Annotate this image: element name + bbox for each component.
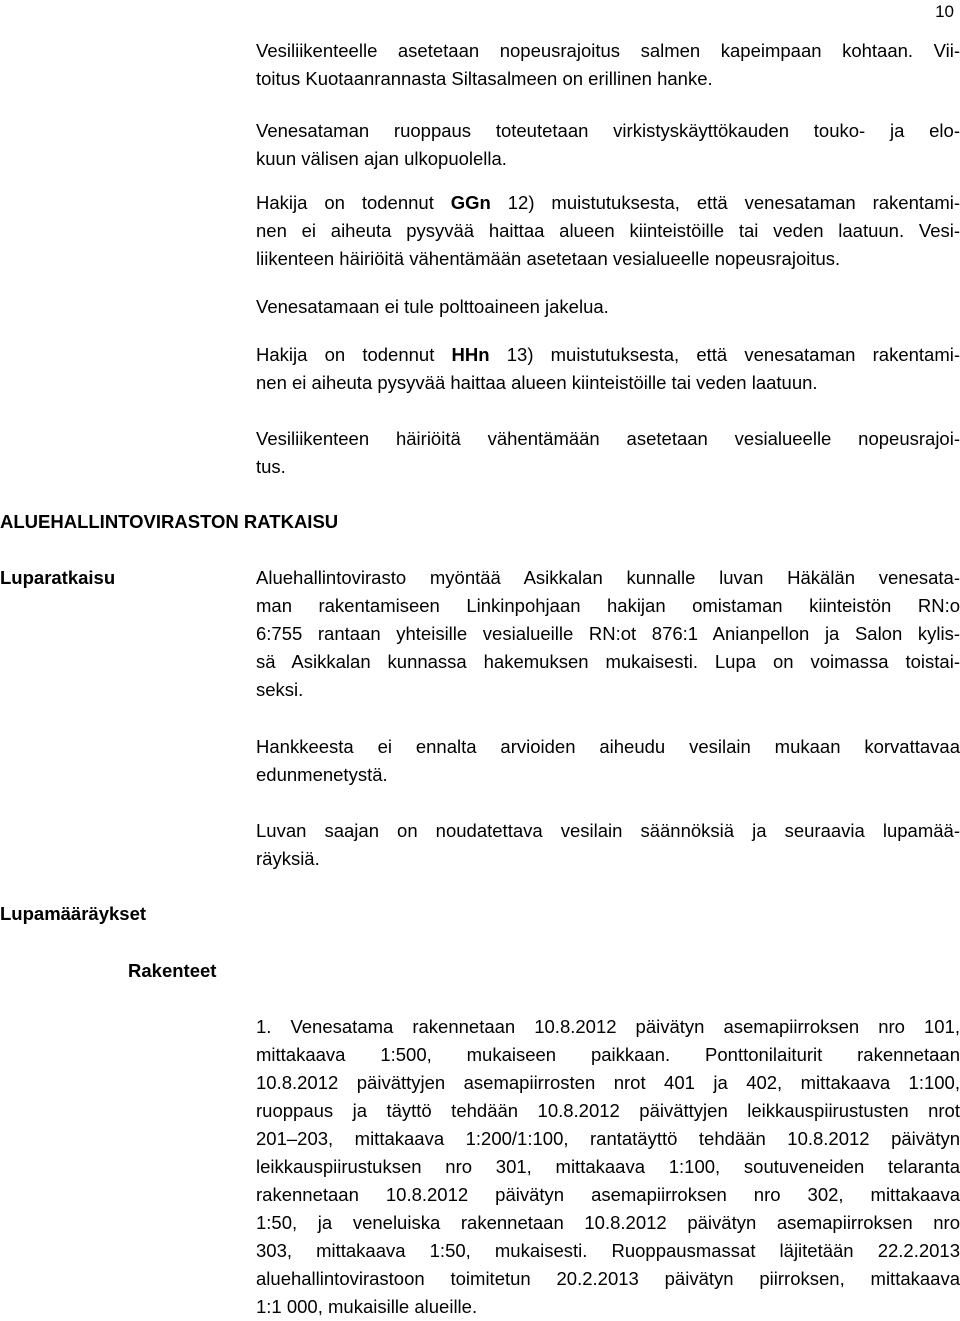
- item1-line8: 1:50, ja veneluiska rakennetaan 10.8.2012 päivätyn asemapiirroksen nro: [256, 1212, 960, 1233]
- intro-p1-line1: Vesiliikenteelle asetetaan nopeusrajoitus salmen kapeimpaan kohtaan. Vii-: [256, 40, 960, 61]
- luparatkaisu-p2-line1: Hankkeesta ei ennalta arvioiden aiheudu vesilain mukaan korvattavaa: [256, 736, 960, 757]
- intro-p2-line1: Venesataman ruoppaus toteutetaan virkistyskäyttökauden touko- ja elo-: [256, 120, 960, 141]
- item1-line2: mittakaava 1:500, mukaiseen paikkaan. Ponttonilaiturit rakennetaan: [256, 1044, 960, 1065]
- item1-line5: 201–203, mittakaava 1:200/1:100, rantatäyttö tehdään 10.8.2012 päivätyn: [256, 1128, 960, 1149]
- intro-p3-line3: liikenteen häiriöitä vähentämään asetetaan vesialueelle nopeusrajoitus.: [256, 248, 841, 269]
- item1-line6: leikkauspiirustuksen nro 301, mittakaava 1:100, soutuveneiden telaranta: [256, 1156, 960, 1177]
- intro-p4: Venesatamaan ei tule polttoaineen jakelua.: [256, 296, 609, 317]
- intro-p5-text-c: 13) muistutuksesta, että venesataman rakentami-: [489, 344, 960, 365]
- luparatkaisu-p3-line1: Luvan saajan on noudatettava vesilain säännöksiä ja seuraavia lupamää-: [256, 820, 960, 841]
- intro-p5-line1: [256, 341, 960, 369]
- intro-p1-line2: toitus Kuotaanrannasta Siltasalmeen on erillinen hanke.: [256, 68, 713, 89]
- luparatkaisu-p1-line4: sä Asikkalan kunnassa hakemuksen mukaisesti. Lupa on voimassa toistai-: [256, 651, 960, 672]
- page-number: 10: [935, 2, 954, 21]
- lupamaaraykset-heading: Lupamääräykset: [0, 903, 147, 924]
- intro-p3-text-c: 12) muistutuksesta, että venesataman rakentami-: [490, 192, 960, 213]
- luparatkaisu-p1-line3: 6:755 rantaan yhteisille vesialueille RN:ot 876:1 Anianpellon ja Salon kylis-: [256, 623, 960, 644]
- luparatkaisu-p1-line2: man rakentamiseen Linkinpohjaan hakijan omistaman kiinteistön RN:o: [256, 595, 960, 616]
- rakenteet-subheading: Rakenteet: [128, 960, 217, 981]
- item1-line7: rakennetaan 10.8.2012 päivätyn asemapiirroksen nro 302, mittakaava: [256, 1184, 960, 1205]
- item1-line4: ruoppaus ja täyttö tehdään 10.8.2012 päivättyjen leikkauspiirustusten nrot: [256, 1100, 960, 1121]
- intro-p5-text-a: Hakija on todennut: [256, 344, 452, 365]
- luparatkaisu-p2-line2: edunmenetystä.: [256, 764, 388, 785]
- intro-p3-line1: [256, 189, 960, 217]
- luparatkaisu-p3-line2: räyksiä.: [256, 848, 320, 869]
- intro-p5-line2: nen ei aiheuta pysyvää haittaa alueen kiinteistöille tai veden laatuun.: [256, 372, 818, 393]
- luparatkaisu-p1-line5: seksi.: [256, 679, 304, 700]
- intro-p6-line2: tus.: [256, 456, 286, 477]
- item1-line10: aluehallintovirastoon toimitetun 20.2.2013 päivätyn piirroksen, mittakaava: [256, 1268, 960, 1289]
- intro-p3-line2: nen ei aiheuta pysyvää haittaa alueen kiinteistöille tai veden laatuun. Vesi-: [256, 220, 960, 241]
- intro-p3-text-a: Hakija on todennut: [256, 192, 451, 213]
- intro-p5-bold: HHn: [451, 344, 490, 365]
- luparatkaisu-heading: Luparatkaisu: [0, 567, 116, 588]
- item1-line11: 1:1 000, mukaisille alueille.: [256, 1296, 478, 1317]
- luparatkaisu-p1-line1: Aluehallintovirasto myöntää Asikkalan kunnalle luvan Häkälän venesata-: [256, 567, 960, 588]
- item1-line3: 10.8.2012 päivättyjen asemapiirrosten nrot 401 ja 402, mittakaava 1:100,: [256, 1072, 960, 1093]
- decision-heading: ALUEHALLINTOVIRASTON RATKAISU: [0, 511, 339, 532]
- intro-p2-line2: kuun välisen ajan ulkopuolella.: [256, 148, 507, 169]
- intro-p6-line1: Vesiliikenteen häiriöitä vähentämään asetetaan vesialueelle nopeusrajoi-: [256, 428, 960, 449]
- item1-line1: 1. Venesatama rakennetaan 10.8.2012 päivätyn asemapiirroksen nro 101,: [256, 1016, 960, 1037]
- intro-p3-bold: GGn: [450, 192, 491, 213]
- item1-line9: 303, mittakaava 1:50, mukaisesti. Ruoppausmassat läjitetään 22.2.2013: [256, 1240, 960, 1261]
